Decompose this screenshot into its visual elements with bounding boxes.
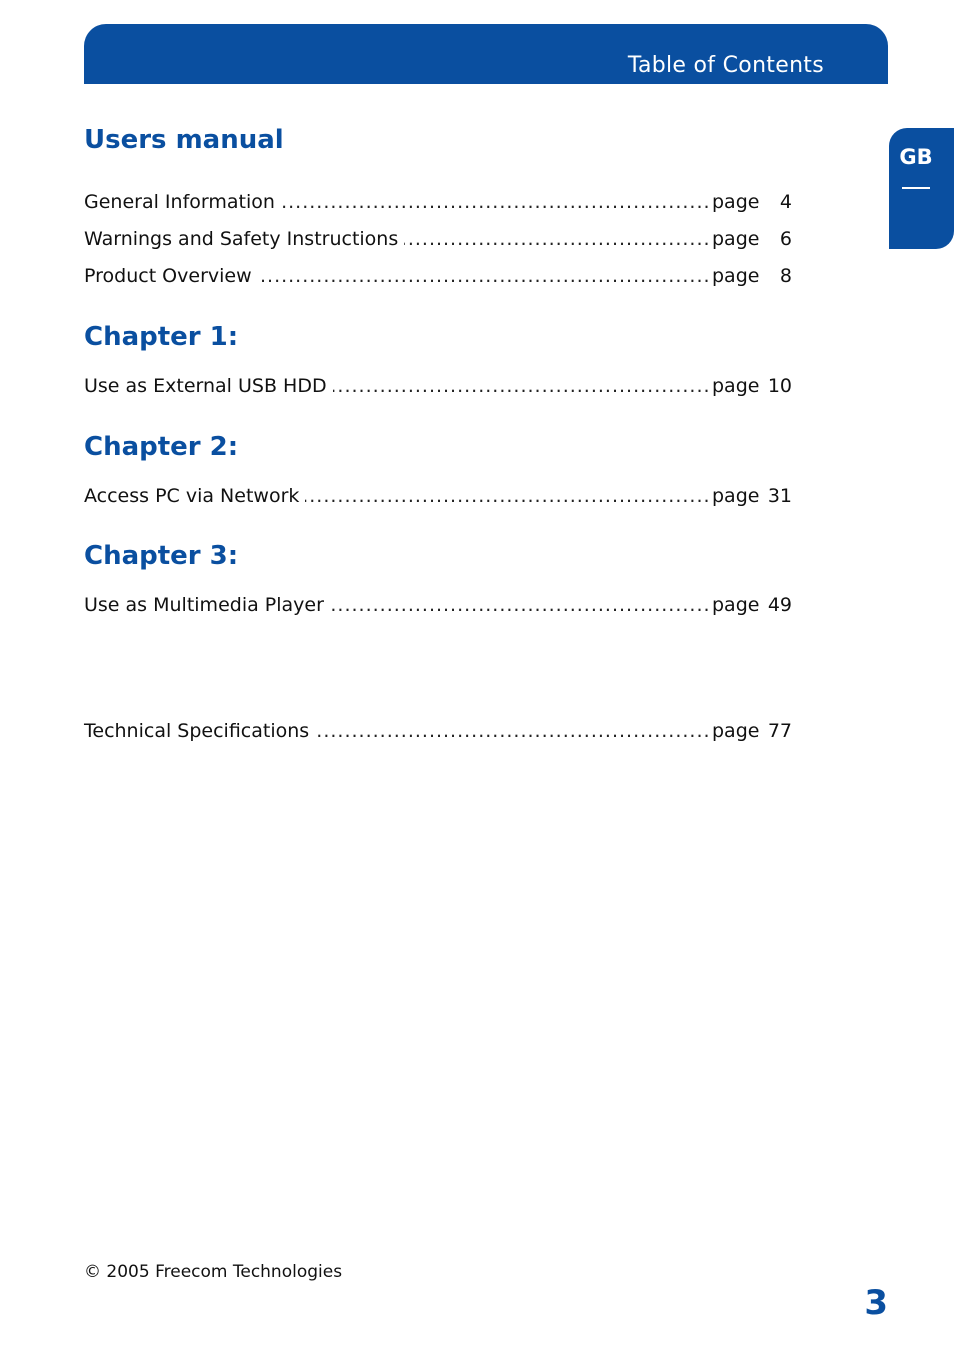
toc-page-word: page xyxy=(712,594,760,616)
header-bar xyxy=(84,24,888,84)
toc-entry-title: Warnings and Safety Instructions xyxy=(84,226,404,252)
toc-entry-title: Product Overview xyxy=(84,263,258,289)
toc-entry-technical-specifications[interactable] xyxy=(84,718,792,744)
language-tab xyxy=(889,128,954,249)
toc-page-number: 77 xyxy=(767,720,792,742)
toc-page-word: page xyxy=(712,265,760,287)
toc-page-number: 49 xyxy=(767,594,792,616)
toc-page-number: 6 xyxy=(779,228,792,250)
toc-entry-title: Access PC via Network xyxy=(84,483,305,509)
language-tab-underline xyxy=(902,187,930,189)
language-tab-label: GB xyxy=(899,145,933,169)
toc-page-word: page xyxy=(712,720,760,742)
copyright-notice: © 2005 Freecom Technologies xyxy=(84,1262,343,1282)
toc-page-word: page xyxy=(712,485,760,507)
toc-page-number: 4 xyxy=(779,191,792,213)
toc-page-number: 8 xyxy=(779,265,792,287)
toc-entry-warnings-safety[interactable] xyxy=(84,226,792,252)
toc-entry-title: General Information xyxy=(84,189,281,215)
toc-entry-product-overview[interactable] xyxy=(84,263,792,289)
toc-entry-title: Use as Multimedia Player xyxy=(84,592,330,618)
toc-entry-access-pc-network[interactable] xyxy=(84,483,792,509)
section-heading-users-manual: Users manual xyxy=(84,125,284,155)
toc-entry-general-information[interactable] xyxy=(84,189,792,215)
section-heading-chapter-3: Chapter 3: xyxy=(84,541,239,571)
toc-entry-multimedia-player[interactable] xyxy=(84,592,792,618)
section-heading-chapter-2: Chapter 2: xyxy=(84,432,239,462)
toc-page-word: page xyxy=(712,375,760,397)
toc-page-word: page xyxy=(712,228,760,250)
toc-page-number: 10 xyxy=(767,375,792,397)
section-heading-chapter-1: Chapter 1: xyxy=(84,322,239,352)
toc-entry-title: Technical Specifications xyxy=(84,718,315,744)
toc-page-word: page xyxy=(712,191,760,213)
header-title: Table of Contents xyxy=(627,53,824,78)
toc-page-number: 31 xyxy=(767,485,792,507)
toc-entry-title: Use as External USB HDD xyxy=(84,373,333,399)
toc-entry-external-usb-hdd[interactable] xyxy=(84,373,792,399)
page-number: 3 xyxy=(864,1283,888,1323)
